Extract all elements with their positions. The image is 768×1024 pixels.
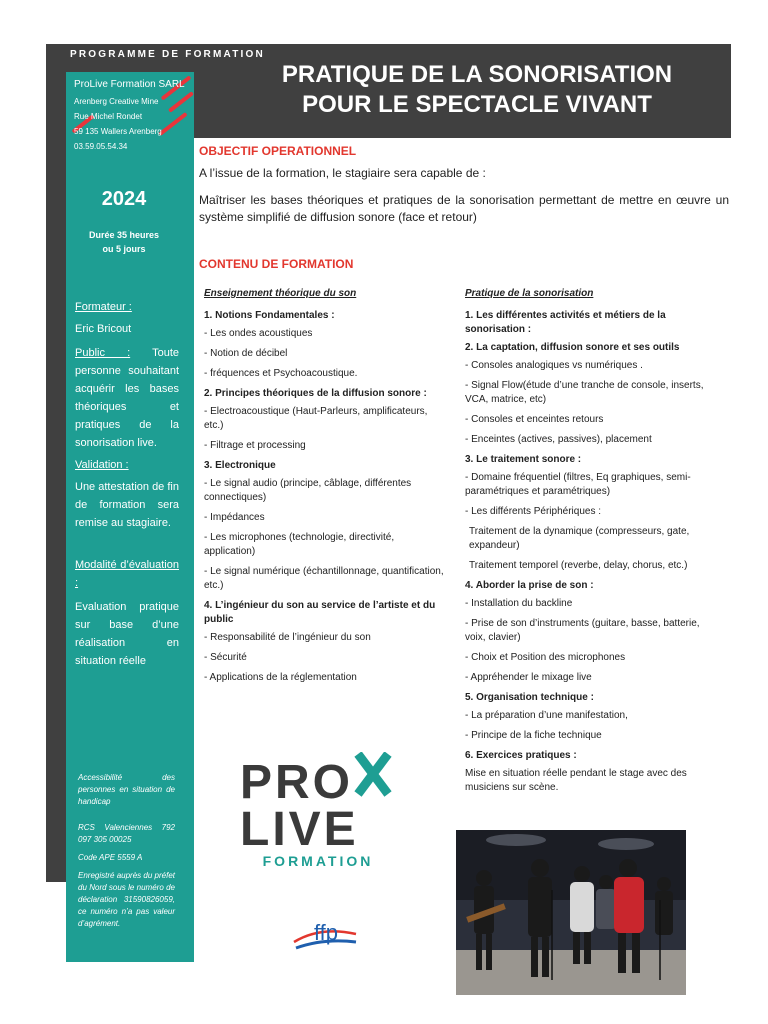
phone-number: 03.59.05.54.34 (74, 142, 128, 151)
theory-item: - fréquences et Psychoacoustique. (204, 368, 358, 379)
theory-item: - Applications de la réglementation (204, 672, 357, 683)
practice-paragraph: Mise en situation réelle pendant le stage avec des musiciens sur scène. (465, 768, 687, 793)
practice-item: - Enceintes (actives, passives), placement (465, 434, 652, 445)
practice-item: - Choix et Position des microphones (465, 652, 626, 663)
theory-item: - Les microphones (technologie, directivité, application) (204, 532, 395, 557)
ape-code: Code APE 5559 A (78, 853, 143, 862)
practice-heading: 4. Aborder la prise de son : (465, 580, 594, 591)
theory-item: - Filtrage et processing (204, 440, 306, 451)
practice-item: - Appréhender le mixage live (465, 672, 592, 683)
ffp-logo (290, 912, 360, 958)
registration-note: Enregistré auprès du préfet du Nord sous le numéro de déclaration 31590826059, ce numéro n’a pas valeur d’agrément. (78, 871, 175, 928)
practice-heading: 2. La captation, diffusion sonore et ses outils (465, 342, 680, 353)
practice-item: - Domaine fréquentiel (filtres, Eq graphiques, semi-paramétriques et paramétriques) (465, 472, 691, 497)
practice-item: - Principe de la fiche technique (465, 730, 602, 741)
title-line-2: POUR LE SPECTACLE VIVANT (302, 91, 652, 118)
svg-text:ffp: ffp (313, 920, 339, 945)
accessibility-note: Accessibilité des personnes en situation de handicap (78, 773, 175, 806)
practice-subitem: Traitement temporel (reverbe, delay, chorus, etc.) (469, 560, 688, 571)
practice-heading: 3. Le traitement sonore : (465, 454, 582, 465)
validation-text: Une attestation de fin de formation sera remise au stagiaire. (75, 481, 179, 529)
objective-intro: A l’issue de la formation, le stagiaire sera capable de : (199, 166, 486, 180)
theory-item: - Notion de décibel (204, 348, 288, 359)
practice-subitem: Traitement de la dynamique (compresseurs, gate, expandeur) (469, 526, 690, 551)
sidebar (66, 72, 194, 962)
theory-item: - Les ondes acoustiques (204, 328, 313, 339)
duration-days: ou 5 jours (102, 244, 146, 254)
theory-heading: 1. Notions Fondamentales : (204, 310, 335, 321)
year: 2024 (101, 188, 147, 210)
theory-item: - Le signal numérique (échantillonnage, quantification, etc.) (204, 566, 444, 591)
theory-heading: 2. Principes théoriques de la diffusion sonore : (204, 388, 427, 399)
practice-item: - Prise de son d’instruments (guitare, basse, batterie, voix, clavier) (465, 618, 700, 643)
objective-heading: OBJECTIF OPERATIONNEL (199, 144, 357, 158)
evaluation-label: Modalité d’évaluation : (75, 559, 179, 589)
evaluation-text: Evaluation pratique sur base d’une réalisation en situation réelle (75, 601, 179, 667)
practice-item: - Consoles analogiques vs numériques . (465, 360, 643, 371)
rcs-number: RCS Valenciennes 792 097 305 00025 (78, 823, 175, 844)
trainer-name: Eric Bricout (75, 323, 132, 335)
theory-item: - Impédances (204, 512, 265, 523)
practice-item: - Signal Flow(étude d’une tranche de console, inserts, VCA, matrice, etc) (465, 380, 704, 405)
practice-item: - La préparation d’une manifestation, (465, 710, 628, 721)
theory-column (204, 287, 444, 691)
theory-column-title: Enseignement théorique du son (204, 288, 357, 299)
practice-item: - Consoles et enceintes retours (465, 414, 604, 425)
page-title (232, 60, 722, 120)
theory-item: - Electroacoustique (Haut-Parleurs, amplificateurs, etc.) (204, 406, 428, 431)
address-line-1: Arenberg Creative Mine (74, 97, 159, 106)
practice-column (465, 287, 717, 801)
theory-heading: 4. L’ingénieur du son au service de l’artiste et du public (204, 600, 436, 625)
red-stroke-mark (168, 91, 194, 113)
practice-heading: 5. Organisation technique : (465, 692, 594, 703)
practice-item: - Installation du backline (465, 598, 573, 609)
left-dark-strip (46, 44, 66, 882)
svg-text:LIVE: LIVE (240, 803, 359, 856)
validation-label: Validation : (75, 459, 129, 471)
svg-text:FORMATION: FORMATION (262, 853, 374, 869)
public-text: Toute personne souhaitant acquérir les bases théoriques et pratiques de la sonorisation live. (75, 347, 180, 449)
theory-item: - Le signal audio (principe, câblage, différentes connectiques) (204, 478, 412, 503)
theory-item: - Responsabilité de l’ingénieur du son (204, 632, 371, 643)
objective-text: Maîtriser les bases théoriques et pratiques de la sonorisation permettant de mettre en œuvre un système simplifié de diffusion sonore (face et retour) (199, 193, 729, 224)
practice-column-title: Pratique de la sonorisation (465, 288, 594, 299)
rehearsal-photo (456, 830, 686, 995)
duration-hours: Durée 35 heures (88, 230, 160, 240)
public-label: Public : (75, 347, 131, 359)
theory-item: - Sécurité (204, 652, 247, 663)
program-label: PROGRAMME DE FORMATION (70, 49, 265, 60)
duration (66, 228, 182, 256)
content-heading: CONTENU DE FORMATION (199, 257, 354, 271)
theory-heading: 3. Electronique (204, 460, 276, 471)
svg-text:PRO: PRO (240, 756, 354, 809)
public-block (75, 344, 179, 452)
address-line-2: Rue Michel Rondet (74, 112, 143, 121)
prolive-logo (238, 752, 398, 874)
address-line-3: 59 135 Wallers Arenberg (74, 127, 162, 136)
practice-heading: 1. Les différentes activités et métiers de la sonorisation : (465, 310, 666, 335)
practice-item: - Les différents Périphériques : (465, 506, 602, 517)
title-line-1: PRATIQUE DE LA SONORISATION (281, 61, 673, 88)
company-name: ProLive Formation SARL (74, 79, 185, 90)
trainer-label: Formateur : (75, 301, 132, 313)
practice-heading: 6. Exercices pratiques : (465, 750, 577, 761)
red-stroke-mark (158, 112, 187, 136)
